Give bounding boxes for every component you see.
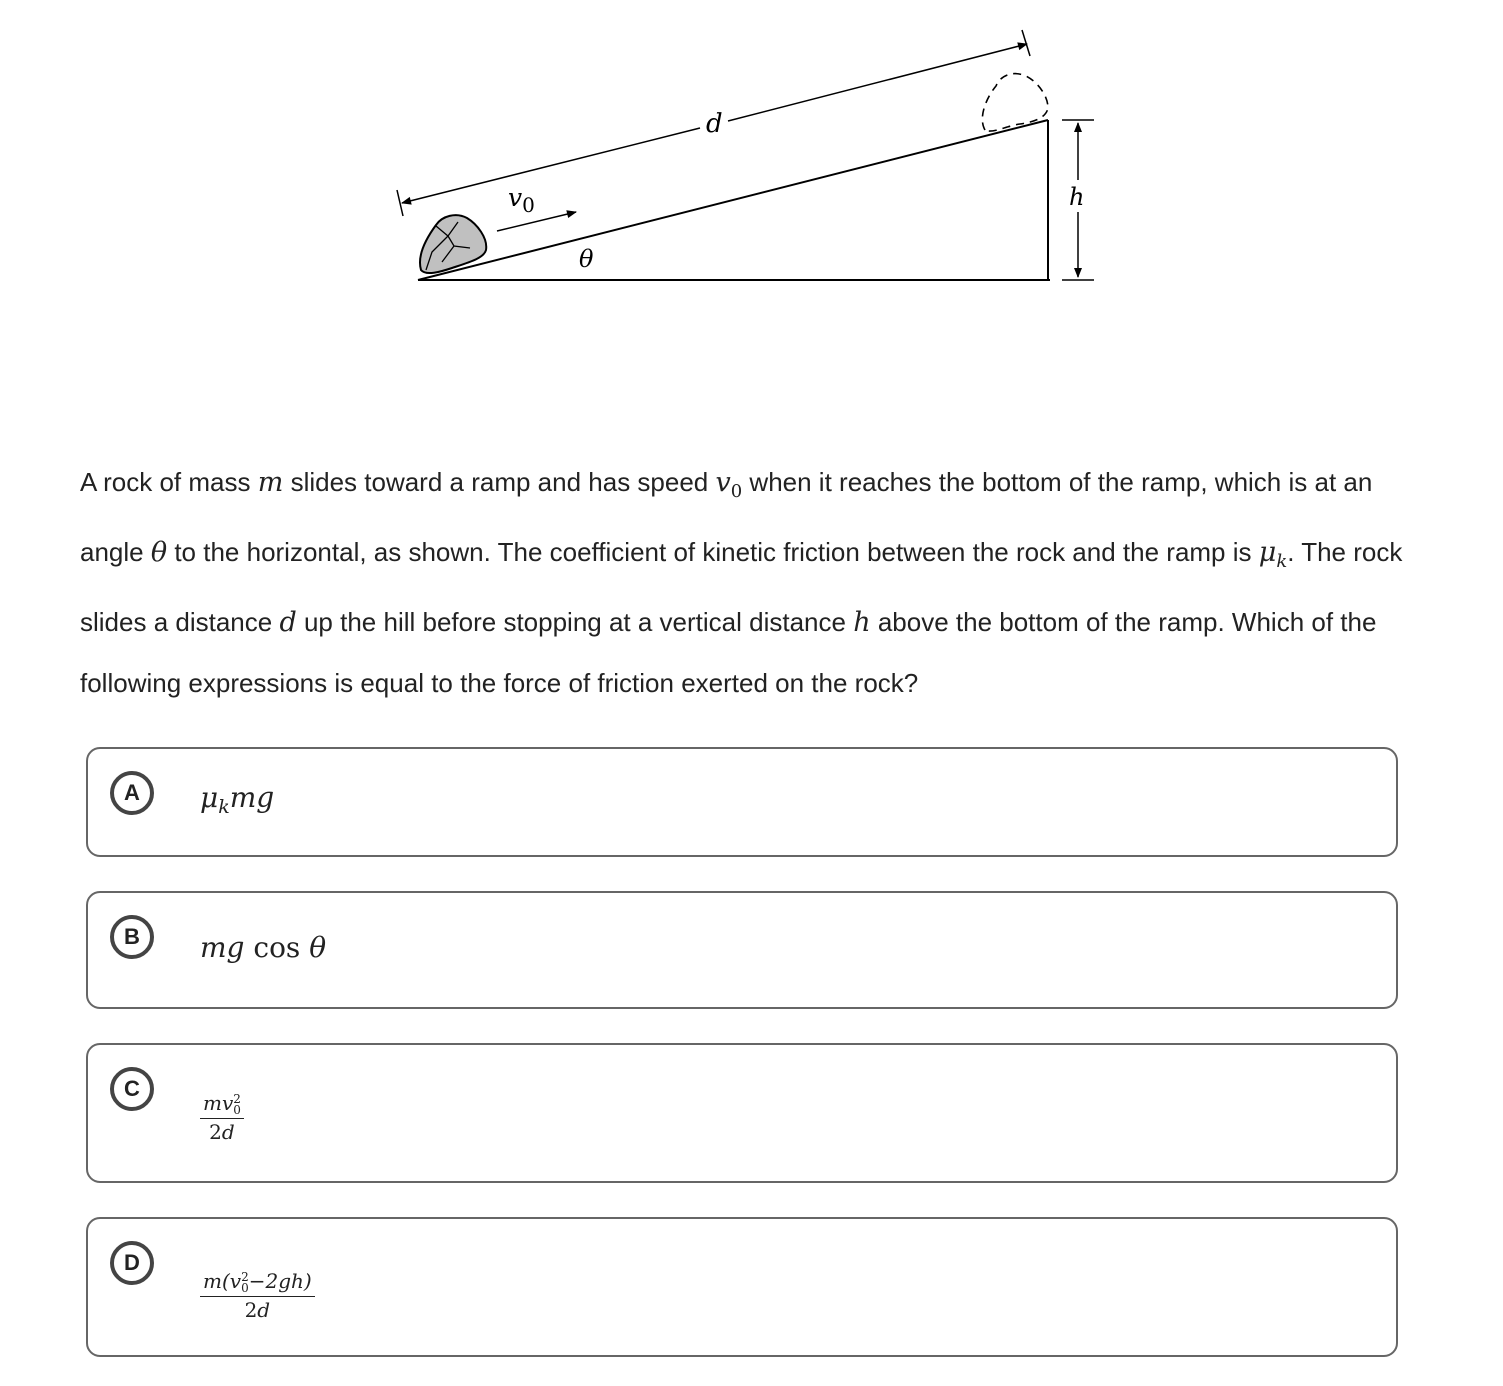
choice-c-letter: C [110, 1067, 154, 1111]
choice-b[interactable] [86, 891, 1398, 1009]
var-m: m [257, 467, 284, 498]
choice-c[interactable] [86, 1043, 1398, 1183]
var-v0: $v_0$ [715, 467, 743, 502]
var-theta: θ [150, 537, 168, 568]
d-dimension-right [728, 44, 1027, 121]
ramp-diagram [380, 20, 1120, 300]
var-h: h [853, 607, 871, 638]
d-dimension-left [402, 128, 700, 203]
choice-a-letter: A [110, 771, 154, 815]
h-label: h [1069, 183, 1085, 211]
choice-c-expression: mv 2 0 2d [200, 1085, 244, 1144]
d-label: d [706, 109, 723, 139]
choice-d-expression: m(v 2 0 −2gh) 2d [200, 1263, 315, 1322]
choice-b-expression: mg cos θ [200, 931, 327, 964]
choice-d-letter: D [110, 1241, 154, 1285]
d-tick-right [1022, 30, 1030, 56]
choice-a-expression: $\mu_kmg$ [200, 781, 275, 818]
velocity-arrow [497, 212, 576, 231]
theta-label: θ [579, 245, 594, 273]
choice-d[interactable] [86, 1217, 1398, 1357]
question-text: A rock of mass m slides toward a ramp and has speed $v_0$ when it reaches the bottom of the ramp, which is at an angle θ to the horizontal, as shown. The coefficient of kinetic friction between the rock and the ramp is $\mu_k$. The rock slides a distance d up the hill before stopping at a vertical distance h above the bottom of the ramp. Which of the following expressions is equal to the force of friction exerted on the rock? [80, 467, 1403, 698]
var-mu-k: $\mu_k$ [1258, 537, 1288, 572]
v0-label: $v_0$ [508, 183, 535, 217]
choice-b-letter: B [110, 915, 154, 959]
var-d: d [279, 607, 297, 638]
choice-a[interactable] [86, 747, 1398, 857]
